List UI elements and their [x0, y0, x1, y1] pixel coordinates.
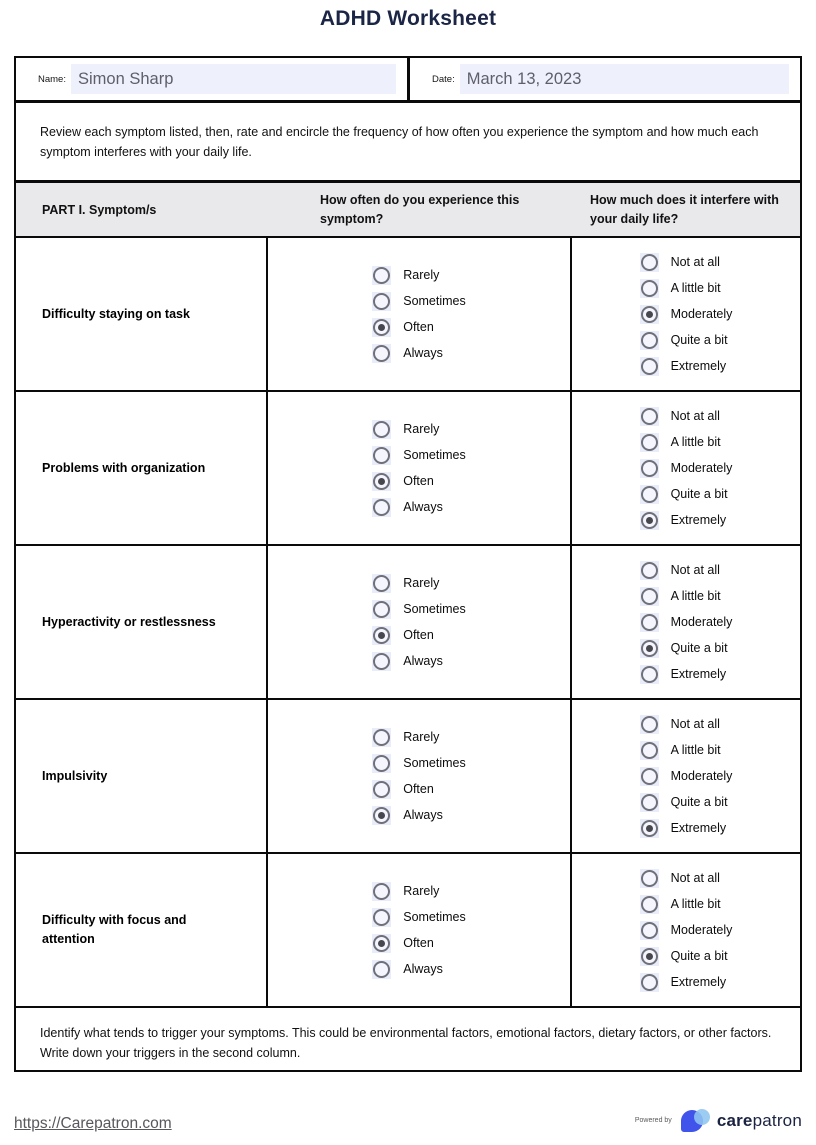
- radio-option[interactable]: [640, 459, 733, 478]
- radio-button[interactable]: [641, 742, 658, 759]
- radio-option-label: Moderately: [670, 615, 733, 629]
- radio-halo: [640, 561, 659, 580]
- radio-option-label: Always: [403, 346, 443, 360]
- radio-button-checked[interactable]: [641, 640, 658, 657]
- radio-option[interactable]: [372, 780, 466, 799]
- radio-option-label: Extremely: [670, 821, 727, 835]
- radio-button[interactable]: [641, 460, 658, 477]
- radio-option-label: Rarely: [403, 884, 440, 898]
- radio-option-label: Not at all: [670, 255, 720, 269]
- radio-button[interactable]: [373, 781, 390, 798]
- radio-option-label: Always: [403, 808, 443, 822]
- header-interference: How much does it interfere with your daily life?: [590, 193, 779, 226]
- radio-button[interactable]: [373, 909, 390, 926]
- radio-option[interactable]: [372, 652, 466, 671]
- radio-halo: [640, 715, 659, 734]
- radio-button[interactable]: [373, 729, 390, 746]
- symptom-row: [16, 854, 800, 1008]
- symptom-row: [16, 700, 800, 854]
- radio-option-label: Sometimes: [403, 448, 466, 462]
- name-label: Name:: [38, 73, 66, 85]
- radio-halo: [372, 574, 391, 593]
- radio-option[interactable]: [372, 420, 466, 439]
- radio-option[interactable]: [640, 331, 733, 350]
- radio-option-label: Moderately: [670, 769, 733, 783]
- radio-option[interactable]: [640, 561, 733, 580]
- radio-button-checked[interactable]: [641, 820, 658, 837]
- radio-option-label: Extremely: [670, 667, 727, 681]
- radio-option[interactable]: [372, 318, 466, 337]
- radio-option[interactable]: [640, 433, 733, 452]
- radio-button[interactable]: [373, 421, 390, 438]
- radio-button[interactable]: [373, 447, 390, 464]
- radio-option[interactable]: [640, 485, 733, 504]
- radio-option[interactable]: [640, 895, 733, 914]
- radio-option-label: Extremely: [670, 513, 727, 527]
- radio-halo: [640, 921, 659, 940]
- radio-option-label: Often: [403, 936, 434, 950]
- radio-option[interactable]: [372, 754, 466, 773]
- radio-option-label: Extremely: [670, 359, 727, 373]
- radio-option-label: Not at all: [670, 717, 720, 731]
- radio-option[interactable]: [640, 613, 733, 632]
- radio-option-label: Not at all: [670, 871, 720, 885]
- radio-button[interactable]: [373, 883, 390, 900]
- powered-by-block: [635, 1109, 802, 1133]
- radio-button-checked[interactable]: [641, 512, 658, 529]
- radio-option-label: Often: [403, 782, 434, 796]
- radio-halo: [372, 728, 391, 747]
- radio-halo: [640, 511, 659, 530]
- symptom-name: Difficulty staying on task: [16, 238, 268, 390]
- symptom-name: Impulsivity: [16, 700, 268, 852]
- radio-option-label: Often: [403, 474, 434, 488]
- radio-halo: [640, 869, 659, 888]
- interference-radio-group: [640, 557, 733, 687]
- radio-halo: [640, 895, 659, 914]
- powered-by-label: Powered by: [634, 1116, 672, 1124]
- radio-button[interactable]: [373, 293, 390, 310]
- interference-radio-group: [640, 711, 733, 841]
- radio-option-label: Moderately: [670, 923, 733, 937]
- radio-option-label: Rarely: [403, 730, 440, 744]
- radio-option[interactable]: [372, 266, 466, 285]
- trigger-instructions-text: Identify what tends to trigger your symptoms. This could be environmental factors, emotional factors, dietary factors, or other factors. Write down your triggers in the second column.: [40, 1026, 772, 1060]
- interference-cell: [572, 392, 800, 544]
- radio-halo: [372, 882, 391, 901]
- radio-option[interactable]: [372, 446, 466, 465]
- frequency-radio-group: [372, 416, 466, 520]
- radio-button-checked[interactable]: [373, 473, 390, 490]
- radio-option-label: Always: [403, 962, 443, 976]
- radio-halo: [640, 279, 659, 298]
- radio-option[interactable]: [640, 921, 733, 940]
- radio-option-label: Sometimes: [403, 910, 466, 924]
- interference-radio-group: [640, 249, 733, 379]
- frequency-cell: [268, 238, 572, 390]
- radio-button[interactable]: [641, 666, 658, 683]
- radio-option-label: Always: [403, 500, 443, 514]
- radio-option[interactable]: [372, 344, 466, 363]
- radio-halo: [372, 908, 391, 927]
- radio-option[interactable]: [372, 292, 466, 311]
- interference-cell: [572, 854, 800, 1006]
- radio-option-label: Moderately: [670, 307, 733, 321]
- radio-halo: [372, 806, 391, 825]
- radio-option-label: Quite a bit: [670, 949, 728, 963]
- radio-button[interactable]: [641, 486, 658, 503]
- symptom-row: [16, 238, 800, 392]
- frequency-radio-group: [372, 724, 466, 828]
- radio-option-label: A little bit: [670, 281, 721, 295]
- name-date-row: [16, 58, 800, 103]
- radio-option[interactable]: [640, 279, 733, 298]
- interference-cell: [572, 238, 800, 390]
- page-title: ADHD Worksheet: [319, 7, 497, 30]
- radio-option-label: Rarely: [403, 268, 440, 282]
- radio-option-label: A little bit: [670, 897, 721, 911]
- radio-button[interactable]: [641, 974, 658, 991]
- radio-button[interactable]: [641, 716, 658, 733]
- radio-halo: [372, 472, 391, 491]
- interference-radio-group: [640, 403, 733, 533]
- radio-halo: [372, 420, 391, 439]
- radio-halo: [640, 973, 659, 992]
- radio-option-label: Quite a bit: [670, 795, 728, 809]
- radio-option-label: Rarely: [403, 576, 440, 590]
- radio-option-label: Sometimes: [403, 294, 466, 308]
- radio-option[interactable]: [372, 960, 466, 979]
- table-header-row: [16, 183, 800, 238]
- radio-halo: [640, 947, 659, 966]
- name-cell: [16, 58, 410, 100]
- radio-button-checked[interactable]: [641, 948, 658, 965]
- radio-option[interactable]: [640, 407, 733, 426]
- radio-halo: [640, 357, 659, 376]
- interference-cell: [572, 700, 800, 852]
- radio-halo: [372, 498, 391, 517]
- radio-button[interactable]: [373, 755, 390, 772]
- radio-option-label: Often: [403, 628, 434, 642]
- radio-option[interactable]: [640, 819, 733, 838]
- frequency-radio-group: [372, 262, 466, 366]
- radio-halo: [372, 266, 391, 285]
- radio-halo: [640, 253, 659, 272]
- adhd-worksheet-page: [0, 7, 816, 1145]
- radio-halo: [640, 767, 659, 786]
- radio-button-checked[interactable]: [373, 627, 390, 644]
- radio-button[interactable]: [641, 794, 658, 811]
- radio-button[interactable]: [641, 434, 658, 451]
- radio-option-label: A little bit: [670, 589, 721, 603]
- radio-halo: [640, 433, 659, 452]
- radio-button[interactable]: [373, 499, 390, 516]
- date-label: Date:: [432, 73, 455, 85]
- carepatron-logo-icon: [681, 1109, 714, 1133]
- radio-halo: [372, 446, 391, 465]
- radio-option-label: Sometimes: [403, 602, 466, 616]
- radio-option[interactable]: [640, 253, 733, 272]
- radio-option[interactable]: [372, 882, 466, 901]
- radio-halo: [372, 934, 391, 953]
- radio-option-label: Sometimes: [403, 756, 466, 770]
- radio-option-label: Quite a bit: [670, 333, 728, 347]
- radio-halo: [640, 331, 659, 350]
- radio-option-label: Always: [403, 654, 443, 668]
- radio-halo: [372, 318, 391, 337]
- radio-option[interactable]: [640, 305, 733, 324]
- symptom-rows-container: [16, 238, 800, 1008]
- radio-button[interactable]: [641, 588, 658, 605]
- radio-button[interactable]: [641, 332, 658, 349]
- frequency-cell: [268, 392, 572, 544]
- radio-button-checked[interactable]: [373, 319, 390, 336]
- radio-option[interactable]: [372, 934, 466, 953]
- radio-option-label: Quite a bit: [670, 641, 728, 655]
- footer: [14, 1109, 802, 1133]
- radio-option[interactable]: [640, 869, 733, 888]
- radio-button[interactable]: [373, 345, 390, 362]
- radio-button[interactable]: [373, 601, 390, 618]
- radio-option-label: A little bit: [670, 743, 721, 757]
- radio-button-checked[interactable]: [373, 807, 390, 824]
- radio-halo: [640, 741, 659, 760]
- radio-option[interactable]: [640, 973, 733, 992]
- radio-button[interactable]: [641, 614, 658, 631]
- radio-button[interactable]: [641, 896, 658, 913]
- radio-button[interactable]: [641, 280, 658, 297]
- radio-button[interactable]: [641, 408, 658, 425]
- radio-option[interactable]: [640, 639, 733, 658]
- radio-option-label: Not at all: [670, 563, 720, 577]
- radio-option[interactable]: [640, 665, 733, 684]
- symptom-row: [16, 392, 800, 546]
- symptom-name: Difficulty with focus and attention: [16, 854, 268, 1006]
- radio-option[interactable]: [372, 728, 466, 747]
- radio-halo: [372, 652, 391, 671]
- carepatron-link[interactable]: https://Carepatron.com: [14, 1115, 172, 1132]
- radio-button[interactable]: [641, 562, 658, 579]
- header-symptoms: PART I. Symptom/s: [42, 202, 157, 217]
- radio-option[interactable]: [372, 626, 466, 645]
- radio-halo: [372, 754, 391, 773]
- radio-option[interactable]: [640, 587, 733, 606]
- radio-option[interactable]: [372, 574, 466, 593]
- radio-button[interactable]: [373, 267, 390, 284]
- radio-option[interactable]: [640, 947, 733, 966]
- carepatron-wordmark: carepatron: [716, 1111, 802, 1130]
- radio-halo: [640, 819, 659, 838]
- radio-option[interactable]: [372, 498, 466, 517]
- radio-option[interactable]: [640, 357, 733, 376]
- frequency-radio-group: [372, 878, 466, 982]
- radio-option-label: Moderately: [670, 461, 733, 475]
- instructions-text: Review each symptom listed, then, rate and encircle the frequency of how often you experience the symptom and how much each symptom interferes with your daily life.: [16, 103, 800, 183]
- radio-halo: [640, 485, 659, 504]
- radio-button[interactable]: [641, 358, 658, 375]
- radio-button[interactable]: [641, 254, 658, 271]
- radio-option-label: Quite a bit: [670, 487, 728, 501]
- frequency-cell: [268, 854, 572, 1006]
- radio-option[interactable]: [372, 806, 466, 825]
- logo-circle-shape: [694, 1109, 710, 1125]
- radio-button[interactable]: [641, 870, 658, 887]
- radio-button[interactable]: [373, 653, 390, 670]
- frequency-cell: [268, 546, 572, 698]
- radio-button[interactable]: [373, 961, 390, 978]
- radio-halo: [640, 305, 659, 324]
- radio-halo: [372, 600, 391, 619]
- radio-option-label: Rarely: [403, 422, 440, 436]
- date-input[interactable]: March 13, 2023: [460, 64, 789, 94]
- radio-halo: [640, 793, 659, 812]
- radio-button[interactable]: [373, 575, 390, 592]
- radio-option-label: Often: [403, 320, 434, 334]
- radio-halo: [640, 587, 659, 606]
- radio-option[interactable]: [640, 741, 733, 760]
- radio-button[interactable]: [641, 922, 658, 939]
- radio-halo: [640, 665, 659, 684]
- radio-halo: [640, 407, 659, 426]
- symptom-name: Problems with organization: [16, 392, 268, 544]
- radio-option-label: Extremely: [670, 975, 727, 989]
- interference-radio-group: [640, 865, 733, 995]
- radio-halo: [640, 639, 659, 658]
- radio-option-label: Not at all: [670, 409, 720, 423]
- radio-halo: [372, 780, 391, 799]
- radio-option[interactable]: [640, 715, 733, 734]
- symptom-name: Hyperactivity or restlessness: [16, 546, 268, 698]
- radio-option[interactable]: [372, 472, 466, 491]
- radio-button-checked[interactable]: [641, 306, 658, 323]
- radio-button-checked[interactable]: [373, 935, 390, 952]
- header-frequency: How often do you experience this symptom?: [320, 193, 520, 226]
- frequency-cell: [268, 700, 572, 852]
- radio-halo: [372, 626, 391, 645]
- symptom-row: [16, 546, 800, 700]
- radio-option[interactable]: [372, 908, 466, 927]
- date-cell: [410, 58, 800, 100]
- radio-option[interactable]: [640, 511, 733, 530]
- radio-halo: [640, 459, 659, 478]
- radio-halo: [372, 960, 391, 979]
- radio-option[interactable]: [640, 793, 733, 812]
- interference-cell: [572, 546, 800, 698]
- radio-option-label: A little bit: [670, 435, 721, 449]
- radio-option[interactable]: [372, 600, 466, 619]
- worksheet-form: [14, 56, 802, 1072]
- frequency-radio-group: [372, 570, 466, 674]
- radio-option[interactable]: [640, 767, 733, 786]
- name-input[interactable]: Simon Sharp: [71, 64, 396, 94]
- radio-halo: [372, 344, 391, 363]
- radio-halo: [372, 292, 391, 311]
- radio-button[interactable]: [641, 768, 658, 785]
- radio-halo: [640, 613, 659, 632]
